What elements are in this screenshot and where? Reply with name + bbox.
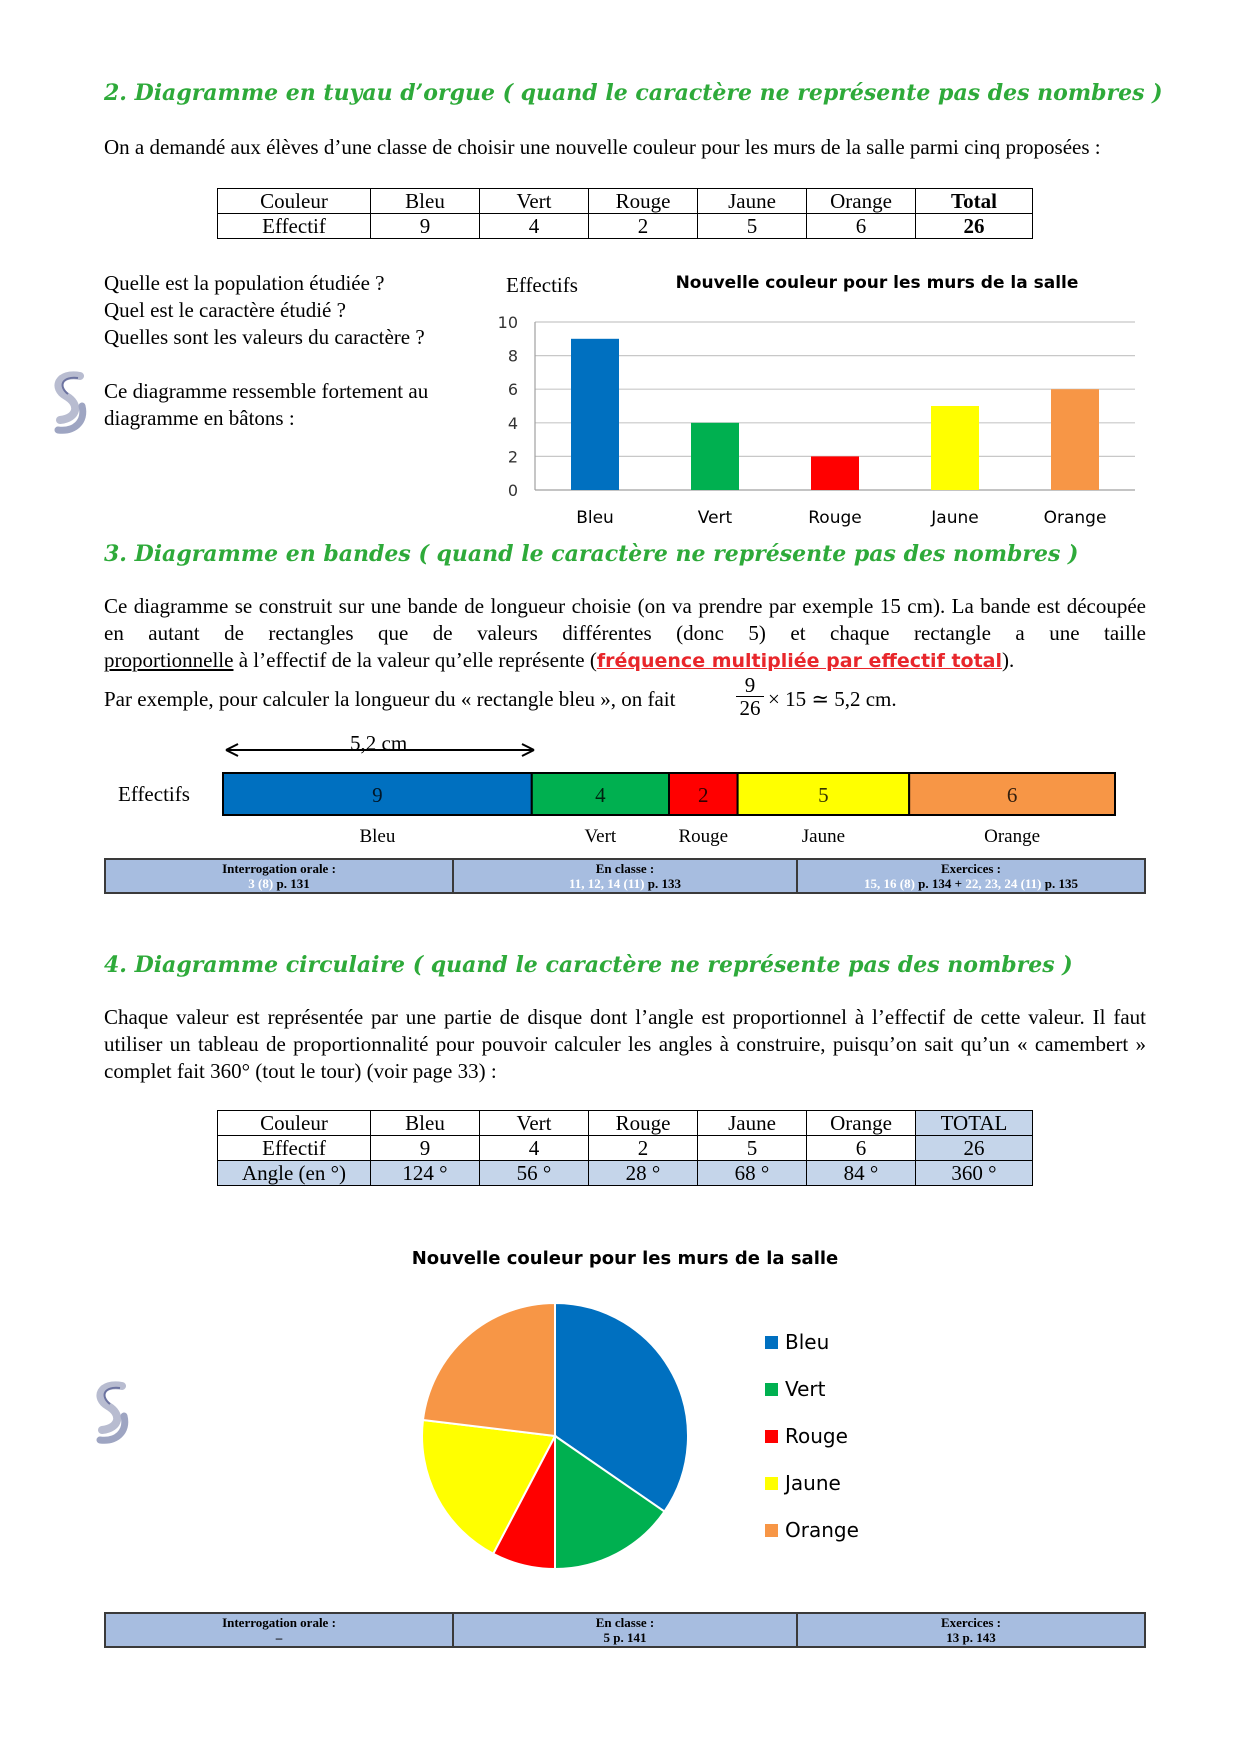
band-category-label: Bleu [359, 826, 396, 847]
band-value: 4 [595, 783, 606, 807]
fraction: 9 26 [736, 674, 764, 719]
exercise-footer [104, 858, 1146, 894]
bar-orange [1051, 389, 1099, 490]
band-chart [222, 772, 1118, 852]
band-category-label: Orange [984, 826, 1041, 847]
question-valeurs: Quelles sont les valeurs du caractère ? [104, 325, 425, 349]
pie-chart-title: Nouvelle couleur pour les murs de la salle [411, 1248, 839, 1269]
band-value: 2 [698, 783, 709, 807]
y-tick-label: 4 [507, 413, 518, 433]
band-value: 6 [1006, 783, 1018, 807]
x-tick-label: Jaune [931, 508, 979, 528]
diagram-note: Ce diagramme ressemble fortement au diagramme en bâtons : [104, 379, 429, 430]
legend-label: Vert [785, 1377, 826, 1401]
band-category-label: Rouge [678, 826, 729, 847]
bar-jaune [931, 406, 979, 490]
bar-chart [490, 262, 1150, 534]
school-logo-icon [90, 1380, 132, 1446]
band-value: 9 [372, 783, 383, 807]
x-tick-label: Vert [697, 508, 733, 528]
question-population: Quelle est la population étudiée ? [104, 271, 385, 295]
section-2-intro: On a demandé aux élèves d’une classe de choisir une nouvelle couleur pour les murs de la salle parmi cinq proposées : [104, 135, 1101, 159]
table-row: Effectif 9 4 2 5 6 26 [218, 1136, 1033, 1161]
y-tick-label: 8 [507, 346, 518, 366]
y-tick-label: 6 [507, 380, 518, 400]
footer-classe: En classe : 11, 12, 14 (11) p. 133 [453, 859, 797, 893]
x-tick-label: Bleu [576, 508, 614, 528]
angles-table [217, 1110, 1033, 1186]
y-tick-label: 2 [507, 447, 518, 467]
example-result: × 15 ≃ 5,2 cm. [768, 687, 897, 711]
arrow-label: 5,2 cm [350, 731, 408, 755]
legend-swatch [765, 1383, 778, 1396]
bar-chart-ylabel: Effectifs [506, 273, 578, 297]
bar-rouge [811, 456, 859, 490]
legend-label: Rouge [785, 1424, 848, 1448]
bar-chart-title: Nouvelle couleur pour les murs de la salle [675, 273, 1079, 293]
bar-vert [691, 423, 739, 490]
legend-swatch [765, 1477, 778, 1490]
section-2-heading: 2. Diagramme en tuyau d’orgue ( quand le caractère ne représente pas des nombres ) [104, 80, 1163, 106]
legend-swatch [765, 1524, 778, 1537]
section-4-heading: 4. Diagramme circulaire ( quand le caractère ne représente pas des nombres ) [104, 952, 1073, 978]
x-tick-label: Orange [1043, 508, 1107, 528]
table-row: Couleur Bleu Vert Rouge Jaune Orange Total [218, 189, 1033, 214]
band-label: Effectifs [118, 782, 190, 806]
band-value: 5 [818, 783, 829, 807]
footer-oral: Interrogation orale : – [105, 1613, 453, 1647]
table-row: Effectif 9 4 2 5 6 26 [218, 214, 1033, 239]
example-text: Par exemple, pour calculer la longueur du « rectangle bleu », on fait [104, 687, 676, 711]
table-row: Couleur Bleu Vert Rouge Jaune Orange TOTAL [218, 1111, 1033, 1136]
band-category-label: Jaune [801, 826, 846, 847]
legend-label: Orange [785, 1518, 859, 1542]
footer-exercices: Exercices : 13 p. 143 [797, 1613, 1145, 1647]
footer-exercices: Exercices : 15, 16 (8) p. 134 + 22, 23, 24 (11) p. 135 [797, 859, 1145, 893]
pie-chart [380, 1238, 900, 1578]
band-category-label: Vert [584, 826, 617, 847]
footer-classe: En classe : 5 p. 141 [453, 1613, 797, 1647]
school-logo-icon [48, 370, 90, 436]
table-row: Angle (en °) 124 ° 56 ° 28 ° 68 ° 84 ° 360 ° [218, 1161, 1033, 1186]
bar-bleu [571, 339, 619, 490]
exercise-footer-2 [104, 1612, 1146, 1648]
section-4-paragraph: Chaque valeur est représentée par une partie de disque dont l’angle est proportionnel à l’effectif de cette valeur. Il faut utiliser un tableau de proportionnalité pour pouvoir calculer les angles à construire, puisqu’on sait qu’un « camembert » complet fait 360° (tout le tour) (voir page 33) : [104, 1005, 1146, 1083]
legend-label: Jaune [785, 1471, 841, 1495]
effectifs-table [217, 188, 1033, 239]
question-caractere: Quel est le caractère étudié ? [104, 298, 346, 322]
section-3-paragraph: Ce diagramme se construit sur une bande de longueur choisie (on va prendre par exemple 15 cm). La bande est découpée en autant de rectangles que de valeurs différentes (donc 5) et chaque rectangle a une taille [104, 594, 1146, 645]
y-tick-label: 0 [507, 481, 518, 500]
y-tick-label: 10 [497, 313, 518, 332]
section-3-paragraph-2: proportionnelle à l’effectif de la valeur qu’elle représente (fréquence multipliée par effectif total). [104, 648, 1015, 672]
slice-orange [423, 1303, 555, 1436]
legend-swatch [765, 1336, 778, 1349]
legend-swatch [765, 1430, 778, 1443]
x-tick-label: Rouge [808, 508, 862, 528]
section-3-heading: 3. Diagramme en bandes ( quand le caractère ne représente pas des nombres ) [104, 541, 1079, 567]
legend-label: Bleu [785, 1330, 830, 1354]
footer-oral: Interrogation orale : 3 (8) p. 131 [105, 859, 453, 893]
